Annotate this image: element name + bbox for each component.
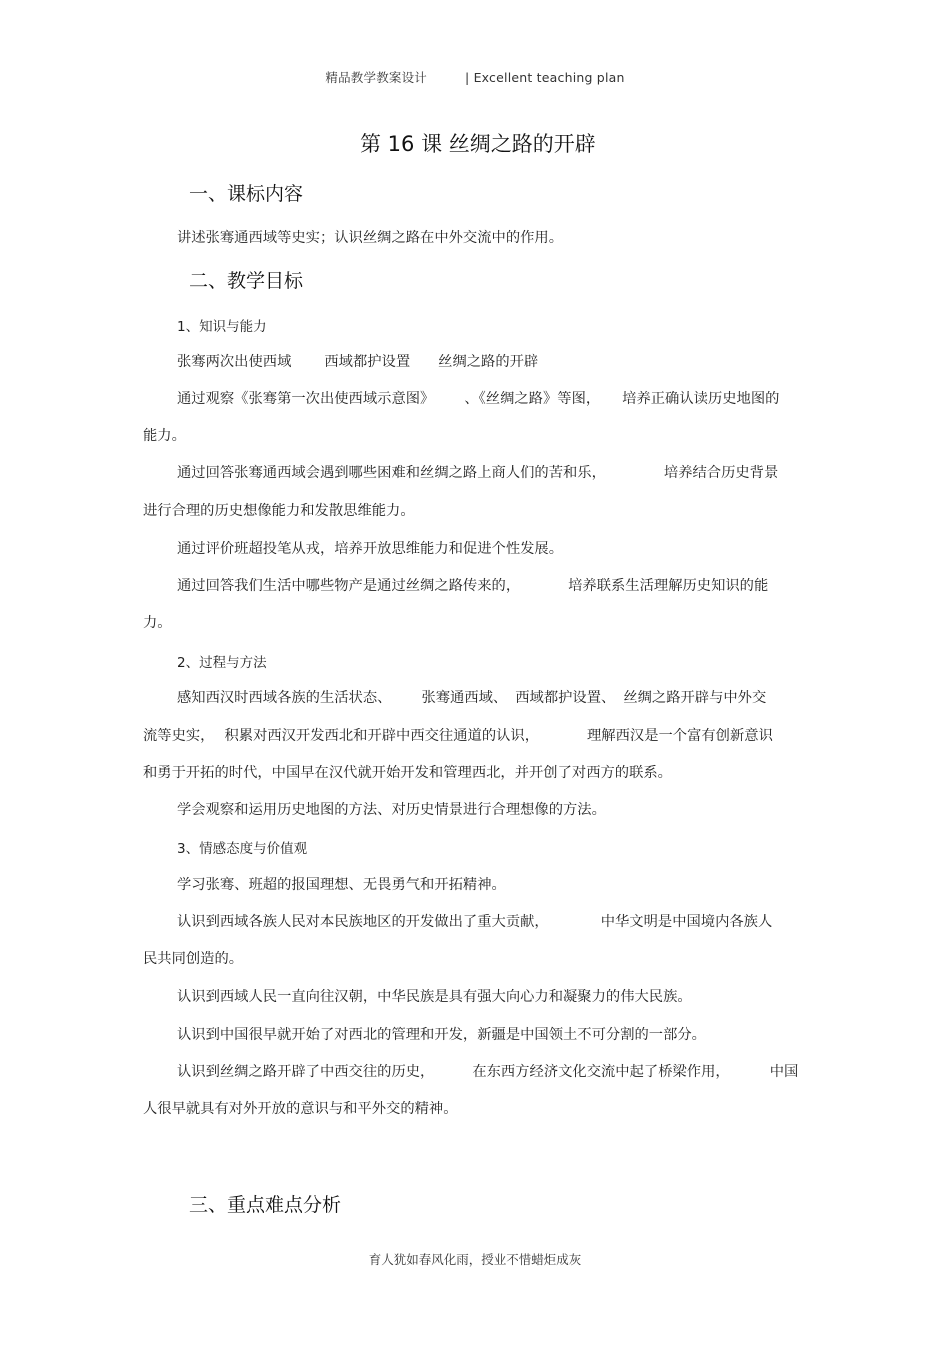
text-span: 丝绸之路开辟与中外交 <box>623 690 767 706</box>
text-span: 中国 <box>769 1064 799 1080</box>
paragraph-line: 能力。 <box>143 428 186 444</box>
topic-item: 张骞两次出使西域 <box>177 354 292 370</box>
text-span: 通过回答张骞通西域会遇到哪些困难和丝绸之路上商人们的苦和乐， <box>177 465 606 481</box>
subheading-knowledge: 1、知识与能力 <box>177 319 267 335</box>
text-span: 培养结合历史背景 <box>663 465 779 481</box>
header-right-text: | Excellent teaching plan <box>465 70 625 85</box>
text-span: 中华文明是中国境内各族人 <box>600 914 773 930</box>
section-heading-key-points: 三、重点难点分析 <box>189 1194 342 1216</box>
topic-item: 西域都护设置 <box>324 354 411 370</box>
knowledge-topics <box>177 351 538 371</box>
topic-item: 丝绸之路的开辟 <box>438 354 539 370</box>
paragraph-line: 认识到中国很早就开始了对西北的管理和开发，新疆是中国领土不可分割的一部分。 <box>177 1027 706 1043</box>
subheading-process: 2、过程与方法 <box>177 655 267 671</box>
paragraph-line: 人很早就具有对外开放的意识与和平外交的精神。 <box>143 1101 458 1117</box>
section-heading-objectives: 二、教学目标 <box>189 270 304 292</box>
text-span: 张骞通西域、 <box>421 690 508 706</box>
section-heading-standards: 一、课标内容 <box>189 183 304 205</box>
text-span: 理解西汉是一个富有创新意识 <box>587 728 773 744</box>
paragraph-line: 民共同创造的。 <box>143 951 244 967</box>
text-span: 、《丝绸之路》等图， <box>464 391 601 407</box>
text-span: 感知西汉时西域各族的生活状态、 <box>177 690 392 706</box>
text-span: 通过回答我们生活中哪些物产是通过丝绸之路传来的， <box>177 578 521 594</box>
text-span: 积累对西汉开发西北和开辟中西交往通道的认识， <box>224 728 540 744</box>
text-span: 培养联系生活理解历史知识的能 <box>568 578 769 594</box>
paragraph-line <box>177 911 772 931</box>
paragraph-line: 学习张骞、班超的报国理想、无畏勇气和开拓精神。 <box>177 877 506 893</box>
text-span: 培养正确认读历史地图的 <box>622 391 780 407</box>
text-span: 在东西方经济文化交流中起了桥梁作用， <box>472 1064 730 1080</box>
paragraph-line <box>177 462 778 482</box>
standards-text: 讲述张骞通西域等史实；认识丝绸之路在中外交流中的作用。 <box>177 230 564 246</box>
header-left-text: 精品教学教案设计 <box>325 70 427 85</box>
page-footer: 育人犹如春风化雨，授业不惜蜡炬成灰 <box>368 1252 582 1267</box>
paragraph-line <box>177 388 779 408</box>
text-span: 认识到丝绸之路开辟了中西交往的历史， <box>177 1064 435 1080</box>
text-span: 流等史实， <box>143 728 215 744</box>
paragraph-line: 认识到西域人民一直向往汉朝，中华民族是具有强大向心力和凝聚力的伟大民族。 <box>177 989 692 1005</box>
text-span: 认识到西域各族人民对本民族地区的开发做出了重大贡献， <box>177 914 549 930</box>
paragraph-line: 和勇于开拓的时代，中国早在汉代就开始开发和管理西北，并开创了对西方的联系。 <box>143 765 672 781</box>
paragraph-line <box>177 575 768 595</box>
paragraph-line <box>177 1061 798 1081</box>
subheading-values: 3、情感态度与价值观 <box>177 841 308 857</box>
lesson-title: 第 16 课 丝绸之路的开辟 <box>360 132 596 156</box>
paragraph-line <box>143 725 773 745</box>
text-span: 西域都护设置、 <box>515 690 616 706</box>
text-span: 通过观察《张骞第一次出使西域示意图》 <box>177 391 435 407</box>
paragraph-line: 进行合理的历史想像能力和发散思维能力。 <box>143 503 415 519</box>
paragraph-line <box>177 687 766 707</box>
page-header <box>0 68 950 86</box>
paragraph-line: 力。 <box>143 615 172 631</box>
paragraph-line: 学会观察和运用历史地图的方法、对历史情景进行合理想像的方法。 <box>177 802 606 818</box>
paragraph-line: 通过评价班超投笔从戎，培养开放思维能力和促进个性发展。 <box>177 541 564 557</box>
